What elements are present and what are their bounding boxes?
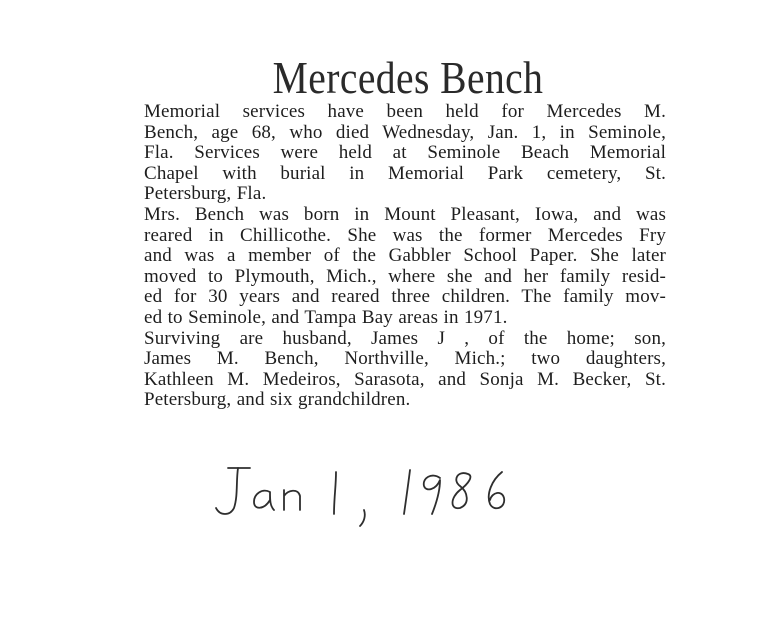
handwritten-date: [208, 462, 528, 532]
text-line: Memorial services have been held for Mercedes M.: [144, 101, 666, 122]
obituary-paragraph-2: [110, 205, 666, 329]
handwritten-date-drawing: [208, 462, 528, 532]
text-line: Chapel with burial in Memorial Park cemetery, St.: [144, 162, 666, 184]
text-line: Petersburg, and six grandchildren.: [144, 389, 411, 411]
text-line: moved to Plymouth, Mich., where she and her family resid-: [144, 265, 666, 287]
text-line: and was a member of the Gabbler School Paper. She later: [144, 245, 666, 267]
text-line: ed to Seminole, and Tampa Bay areas in 1971.: [144, 306, 508, 328]
text-line: Bench, age 68, who died Wednesday, Jan. 1, in Seminole,: [144, 121, 666, 143]
obituary-body: [110, 102, 666, 411]
newspaper-clipping: [110, 52, 666, 411]
obituary-paragraph-1: [110, 102, 666, 205]
text-line: reared in Chillicothe. She was the former Mercedes Fry: [144, 224, 666, 246]
text-line: Petersburg, Fla.: [144, 183, 267, 205]
obituary-paragraph-3: [110, 329, 666, 411]
text-line: ed for 30 years and reared three children. The family mov-: [144, 286, 666, 308]
obituary-headline: Mercedes Bench: [272, 52, 544, 103]
text-line: Surviving are husband, James J , of the home; son,: [144, 327, 666, 349]
text-line: Kathleen M. Medeiros, Sarasota, and Sonja M. Becker, St.: [144, 368, 666, 390]
text-line: Mrs. Bench was born in Mount Pleasant, Iowa, and was: [144, 203, 666, 225]
text-line: Fla. Services were held at Seminole Beach Memorial: [144, 142, 666, 164]
text-line: James M. Bench, Northville, Mich.; two daughters,: [144, 348, 666, 370]
